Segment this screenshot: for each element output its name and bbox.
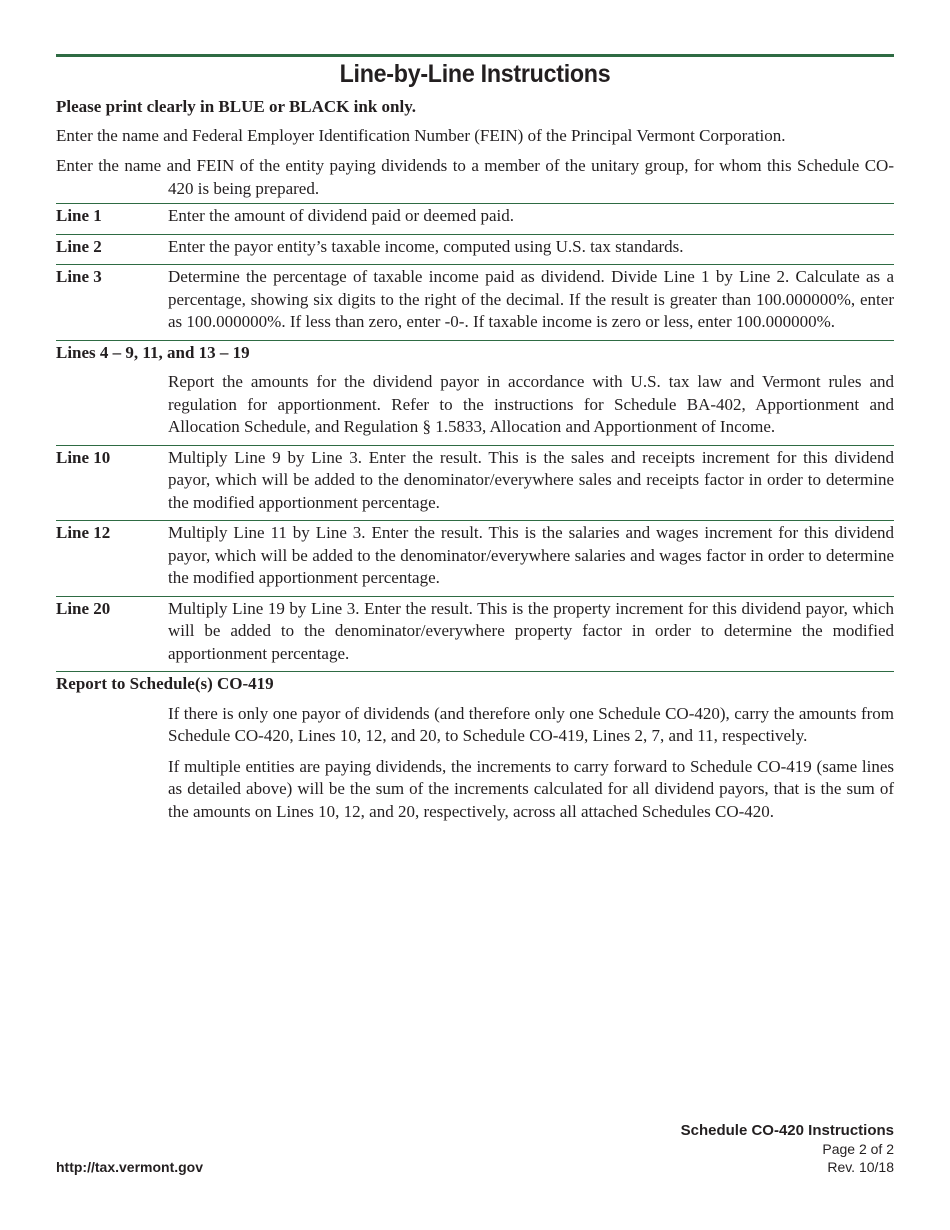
line-text: Multiply Line 11 by Line 3. Enter the result. This is the salaries and wages increment for this dividend payor, which will be added to the denominator/everywhere salaries and wages factor in order to determine the modified apportionment percentage. (168, 523, 894, 587)
footer-info (681, 1121, 894, 1176)
line-row (56, 446, 894, 515)
line-text: Multiply Line 19 by Line 3. Enter the result. This is the property increment for this dividend payor, which will be added to the denominator/everywhere property factor in order to determine the modified apportionment percentage. (168, 598, 894, 663)
footer-page-number: Page 2 of 2 (822, 1141, 894, 1157)
line-row (56, 597, 894, 666)
line-text: Determine the percentage of taxable income paid as dividend. Divide Line 1 by Line 2. Calculate as a percentage, showing six digits to the right of the decimal. If the result is greater than 100.000000%, enter as 100.000000%. If less than zero, enter -0-. If taxable income is zero or less, enter 100.000000%. (168, 267, 894, 331)
top-rule (56, 54, 894, 57)
line-label: Line 3 (56, 267, 102, 286)
ink-note: Please print clearly in BLUE or BLACK ink only. (56, 97, 417, 116)
page-title: Line-by-Line Instructions (339, 60, 611, 88)
report-heading: Report to Schedule(s) CO-419 (56, 674, 274, 693)
section-heading: Lines 4 – 9, 11, and 13 – 19 (56, 342, 250, 362)
line-row (56, 521, 894, 590)
line-row (56, 204, 894, 228)
line-label: Line 20 (56, 598, 111, 618)
footer-url: http://tax.vermont.gov (56, 1159, 204, 1175)
intro-fein-payor: Enter the name and FEIN of the entity paying dividends to a member of the unitary group, for whom this Schedule CO-420 is being prepared. (56, 156, 894, 198)
line-text: Enter the amount of dividend paid or deemed paid. (168, 206, 515, 225)
report-section (56, 672, 894, 823)
line-text: Enter the payor entity’s taxable income, computed using U.S. tax standards. (168, 236, 684, 256)
intro-fein-principal: Enter the name and Federal Employer Identification Number (FEIN) of the Principal Vermont Corporation. (56, 125, 786, 145)
line-row (56, 235, 894, 259)
line-text: Multiply Line 9 by Line 3. Enter the result. This is the sales and receipts increment for this dividend payor, which will be added to the denominator/everywhere sales and receipts factor in order to determine the modified apportionment percentage. (168, 447, 894, 512)
footer-revision: Rev. 10/18 (827, 1159, 894, 1175)
line-row (56, 265, 894, 334)
line-label: Line 2 (56, 236, 102, 256)
line-label: Line 12 (56, 523, 111, 542)
line-label: Line 10 (56, 447, 111, 467)
instructions-page (56, 54, 894, 823)
lines-section (56, 341, 894, 439)
report-paragraph-multiple: If multiple entities are paying dividends, the increments to carry forward to Schedule CO-419 (same lines as detailed above) will be the sum of the increments calculated for all dividend payors, that is the sum of the amounts on Lines 10, 12, and 20, respectively, across all attached Schedules CO-420. (168, 756, 894, 821)
section-text: Report the amounts for the dividend payor in accordance with U.S. tax law and Vermont rules and regulation for apportionment. Refer to the instructions for Schedule BA-402, Apportionment and Allocation Schedule, and Regulation § 1.5833, Allocation and Apportionment of Income. (168, 372, 894, 436)
report-paragraph-single: If there is only one payor of dividends (and therefore only one Schedule CO-420), carry the amounts from Schedule CO-420, Lines 10, 12, and 20, to Schedule CO-419, Lines 2, 7, and 11, respectively. (168, 703, 894, 745)
footer-schedule-title: Schedule CO-420 Instructions (680, 1122, 894, 1139)
line-label: Line 1 (56, 206, 102, 225)
